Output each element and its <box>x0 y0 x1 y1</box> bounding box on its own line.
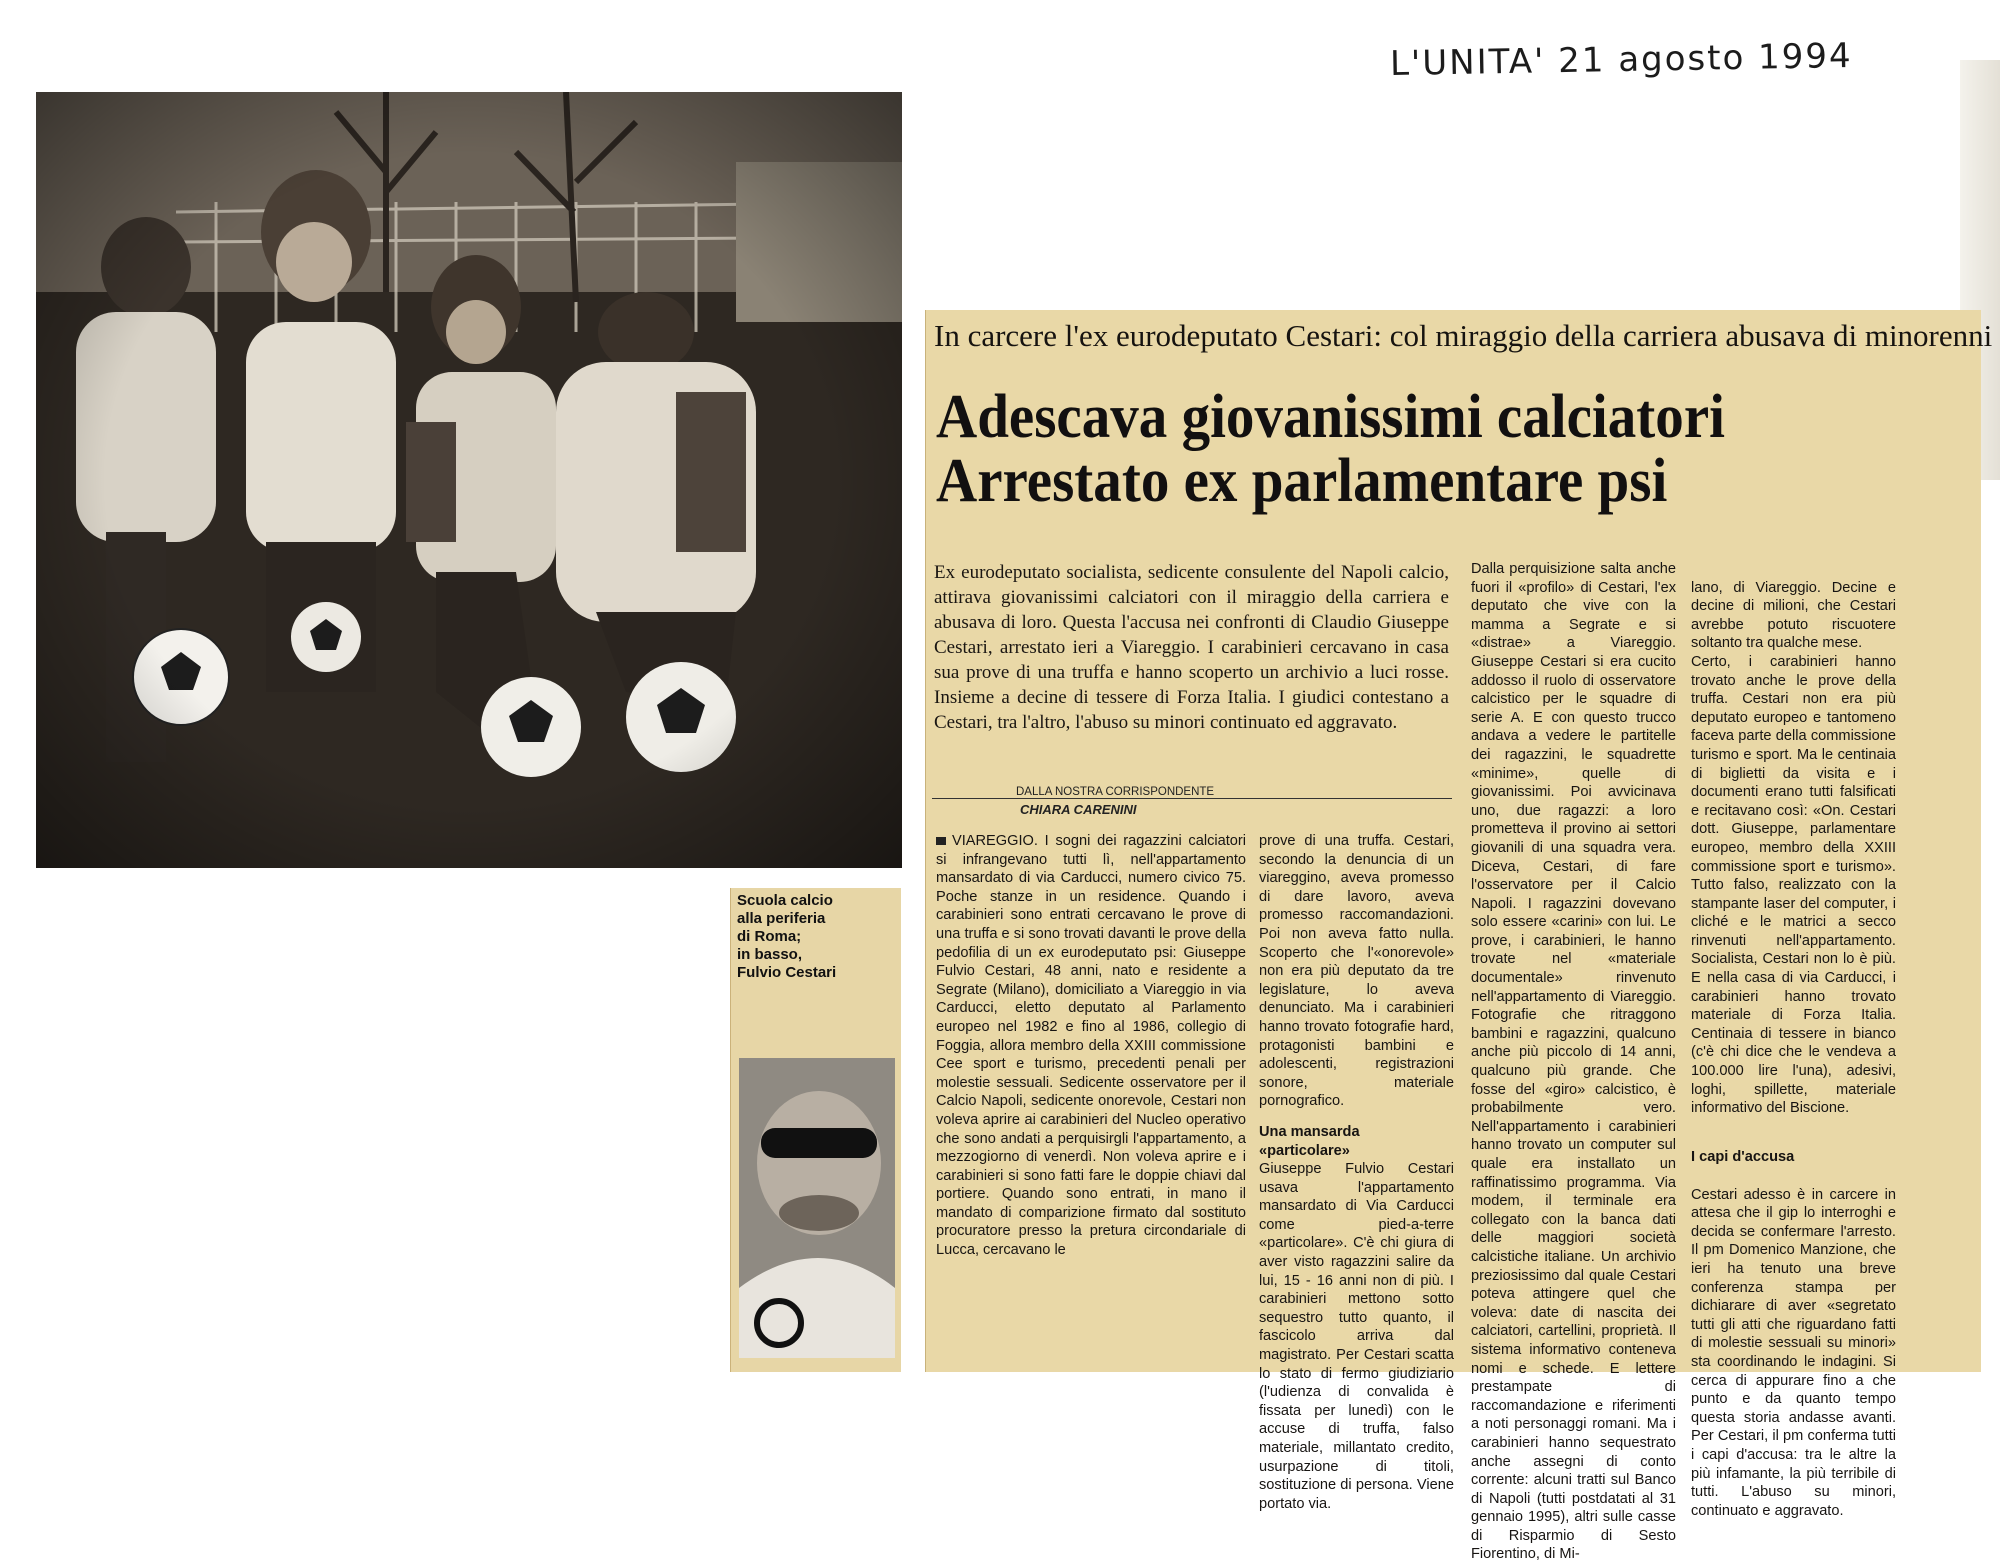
portrait-illustration <box>739 1058 895 1358</box>
column-1-text: VIAREGGIO. I sogni dei ragazzini calciatori si infrangevano tutti lì, nell'appartamento mansardato di via Carducci, numero civico 75. Poche stanze in un residence. Quando i carabinieri sono entrati cercavano le prove di una truffa e si sono trovati davanti le prove della pedofilia di un ex eurodeputato psi: Giuseppe Fulvio Cestari, 48 anni, nato e residente a Segrate (Milano), domiciliato a Viareggio in via Carducci, eletto deputato al Parlamento europeo nel 1982 e fino al 1986, collegio di Foggia, allora membro della XXIII commissione Cee sport e turismo, precedenti penali per molestie sessuali. Sedicente osservatore per il Calcio Napoli, sedicente onorevole, Cestari non voleva aprire ai carabinieri del Nucleo operativo che sono andati a perquisirgli l'appartamento, a mezzogiorno di venerdì. Non voleva aprire e i carabinieri si sono fatti fare le doppie chiavi dal portiere. Quando sono entrati, in mano il mandato di comparizione firmato dal sostituto procuratore presso la pretura circondariale di Lucca, cercavano le <box>936 833 1246 1259</box>
byline-rule <box>932 798 1452 799</box>
column-3-text: Dalla perquisizione salta anche fuori il «profilo» di Cestari, l'ex deputato che vive con la mamma a Segrate e si «distrae» a Viareggio. Giuseppe Cestari si era cucito addosso il ruolo di osservatore calcistico per le squadre di serie A. E con questo trucco andava a vedere le partitelle dei ragazzini, le squadrette «minime», quelle di giovanissimi. Poi avvicinava uno, due ragazzi: a loro prometteva il provino ai settori giovanili di una squadra vera. Diceva, Cestari, di fare l'osservatore per il Calcio Napoli. I ragazzini dovevano solo essere «carini» con lui. Le prove, i carabinieri, le hanno trovate nel «materiale documentale» rinvenuto nell'appartamento di Viareggio. Fotografie che ritraggono bambini e ragazzini, qualcuno anche più piccolo di 14 anni, qualcuno più grande. Che fosse del «giro» calcistico, è probabilmente vero. Nell'appartamento i carabinieri hanno trovato un computer sul quale era installato un raffinatissimo programma. Via modem, il terminale era collegato con la banca dati delle maggiori società calcistiche italiane. Un archivio preziosissimo dal quale Cestari poteva attingere quel che voleva: date di nascita dei calciatori, cartellini, proprietà. Il sistema informativo conteneva nomi e schede. E lettere prestampate di raccomandazione e riferimenti a noti personaggi romani. Ma i carabinieri hanno sequestrato anche assegni di conto corrente: alcuni tratti sul Banco di Napoli (tutti postdatati al 31 gennaio 1995), altri sulle casse di Risparmio di Sesto Fiorentino, di Mi- <box>1471 561 1676 1563</box>
newspaper-article <box>925 310 1993 1563</box>
byline-name: CHIARA CARENINI <box>1020 802 1137 817</box>
photo-youth-football-team <box>36 92 902 868</box>
column-2-subhead: Una mansarda «particolare» <box>1259 1123 1360 1159</box>
paragraph-marker-icon <box>936 837 946 845</box>
article-column-4 <box>1691 560 1896 1539</box>
column-4-text-a: lano, di Viareggio. Decine e decine di milioni, che Cestari avrebbe potuto riscuotere soltanto tra qualche mese. Certo, i carabinieri hanno trovato anche le prove della truffa. Cestari non era più deputato europeo e tantomeno faceva parte della commissione turismo e sport. Ma le centinaia di biglietti da visita e i documenti erano tutti falsificati e recitavano così: «On. Cestari dott. Giuseppe, parlamentare europeo, membro della XXIII commissione sport e turismo». Tutto falso, realizzato con la stampante laser del computer, i cliché e le matrici a secco rinvenuti nell'appartamento. Socialista, Cestari non lo è più. E nella casa di via Carducci, i carabinieri hanno trovato materiale di Forza Italia. Centinaia di tessere in bianco (c'è chi dice che le vendeva a 100.000 lire l'una), adesivi, loghi, spillette, materiale informativo del Biscione. <box>1691 579 1896 1117</box>
article-kicker: In carcere l'ex eurodeputato Cestari: col miraggio della carriera abusava di minorenni <box>934 318 1993 353</box>
portrait-fulvio-cestari <box>739 1058 895 1358</box>
headline-line-2: Arrestato ex parlamentare psi <box>936 447 1668 515</box>
column-2-text-b: Giuseppe Fulvio Cestari usava l'appartamento mansardato di Via Carducci come pied-a-terre «particolare». C'è chi giura di aver visto ragazzini salire da lui, 15 - 16 anni non di più. I carabinieri mettono sotto sequestro tutto quanto, il fascicolo arriva dal magistrato. Per Cestari scatta lo stato di fermo giudiziario (l'udienza di convalida è fissata per lunedì) con le accuse di truffa, falso materiale, millantato credito, usurpazione di titoli, sostituzione di persona. Viene portato via. <box>1259 1161 1454 1512</box>
article-lead: Ex eurodeputato socialista, sedicente consulente del Napoli calcio, attirava giovanissimi calciatori con il miraggio della carriera e abusava di loro. Questa l'accusa nei confronti di Claudio Giuseppe Cestari, arrestato ieri a Viareggio. I carabinieri cercavano in casa sua prove di una truffa e hanno scoperto un archivio a luci rosse. Insieme a decine di tessere di Forza Italia. I giudici contestano a Cestari, tra l'altro, l'abuso su minori continuato ed aggravato. <box>934 562 1449 733</box>
headline-line-1: Adescava giovanissimi calciatori <box>936 383 1725 451</box>
article-headline <box>936 385 1725 513</box>
article-column-3 <box>1471 560 1676 1564</box>
column-4-subhead: I capi d'accusa <box>1691 1149 1795 1166</box>
article-column-1 <box>936 832 1246 1260</box>
column-2-text-a: prove di una truffa. Cestari, secondo la denuncia di un viareggino, aveva promesso di dare lavoro, aveva promesso raccomandazioni. Poi non aveva fatto nulla. Scoperto che l'«onorevole» non era più deputato da tre legislature, lo aveva denunciato. Ma i carabinieri hanno trovato fotografie hard, protagonisti bambini e adolescenti, registrazioni sonore, materiale pornografico. <box>1259 833 1454 1110</box>
handwritten-date-note: L'UNITA' 21 agosto 1994 <box>1389 35 1853 85</box>
article-column-2 <box>1259 832 1454 1513</box>
byline-label: DALLA NOSTRA CORRISPONDENTE <box>1016 786 1215 798</box>
portrait-panel <box>730 888 901 1372</box>
photo-caption: Scuola calcio alla periferia di Roma; in basso, Fulvio Cestari <box>737 892 837 981</box>
photo-illustration <box>36 92 902 868</box>
column-4-text-b: Cestari adesso è in carcere in attesa che il gip lo interroghi e decida se confermare l'arresto. Il pm Domenico Manzione, che ieri ha tenuto una breve conferenza stampa per dichiarare di aver «segretato tutti gli atti che riguardano fatti di molestie sessuali su minori» sta coordinando le indagini. Si cerca di appurare fino a che punto e da quanto tempo questa storia andasse avanti. Per Cestari, il pm conferma tutti i capi d'accusa: tra le altre la più infamante, la più terribile di tutti. L'abuso su minori, continuato e aggravato. <box>1691 1186 1896 1519</box>
